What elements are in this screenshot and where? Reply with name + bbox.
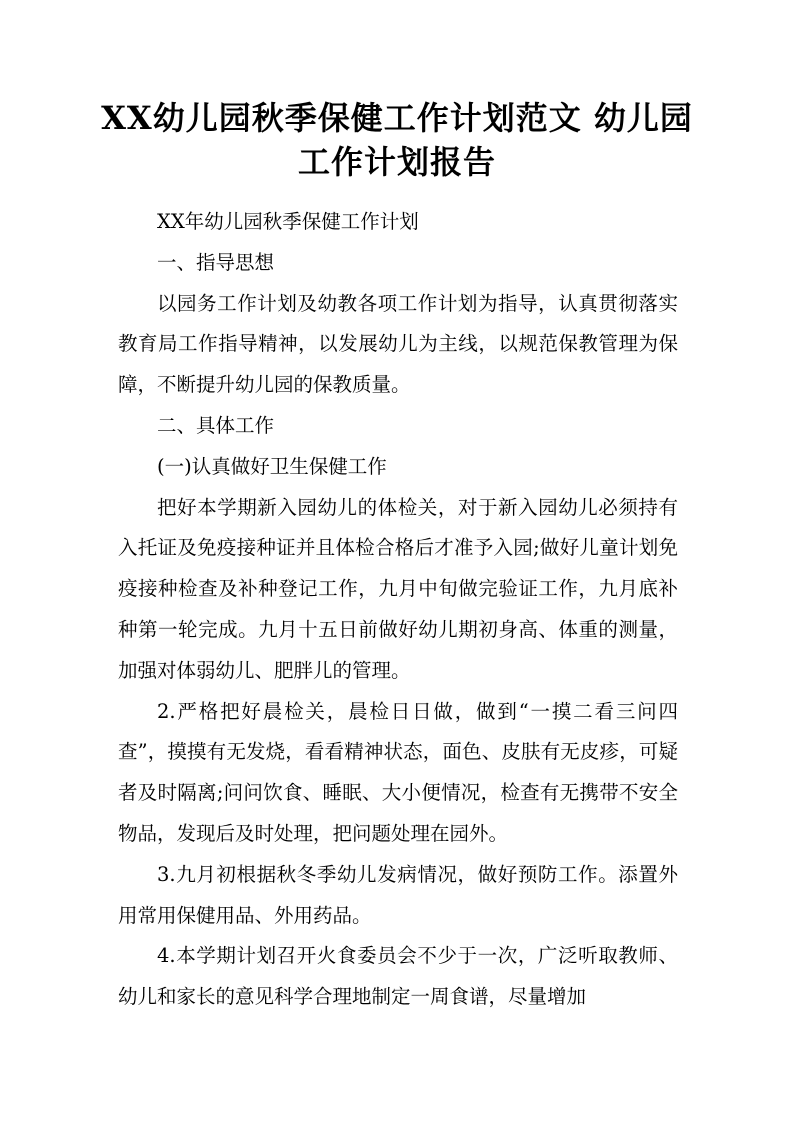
section-heading-specific-work: 二、具体工作	[157, 413, 275, 437]
subsection-heading-health-care: (一)认真做好卫生保健工作	[157, 454, 387, 478]
prevention-paragraph: 3.九月初根据秋冬季幼儿发病情况，做好预防工作。添置外用常用保健用品、外用药品。	[118, 862, 678, 927]
document-title: XX幼儿园秋季保健工作计划范文 幼儿园工作计划报告	[101, 99, 693, 181]
food-committee-paragraph: 4.本学期计划召开火食委员会不少于一次，广泛听取教师、幼儿和家长的意见科学合理地制定一周食谱，尽量增加	[118, 944, 678, 1009]
section-heading-guiding-ideology: 一、指导思想	[157, 250, 275, 274]
document-body	[118, 202, 678, 1018]
health-check-paragraph: 把好本学期新入园幼儿的体检关，对于新入园幼儿必须持有入托证及免疫接种证并且体检合格后才准予入园;做好儿童计划免疫接种检查及补种登记工作，九月中旬做完验证工作，九月底补种第一轮完成。九月十五日前做好幼儿期初身高、体重的测量，加强对体弱幼儿、肥胖儿的管理。	[118, 495, 678, 682]
plan-heading: XX年幼儿园秋季保健工作计划	[157, 210, 419, 233]
morning-check-paragraph: 2.严格把好晨检关，晨检日日做，做到“一摸二看三问四查”，摸摸有无发烧，看看精神状态，面色、皮肤有无皮疹，可疑者及时隔离;问问饮食、睡眠、大小便情况，检查有无携带不安全物品，发现后及时处理，把问题处理在园外。	[118, 699, 678, 845]
guiding-ideology-paragraph: 以园务工作计划及幼教各项工作计划为指导，认真贯彻落实教育局工作指导精神，以发展幼儿为主线，以规范保教管理为保障，不断提升幼儿园的保教质量。	[118, 291, 678, 397]
